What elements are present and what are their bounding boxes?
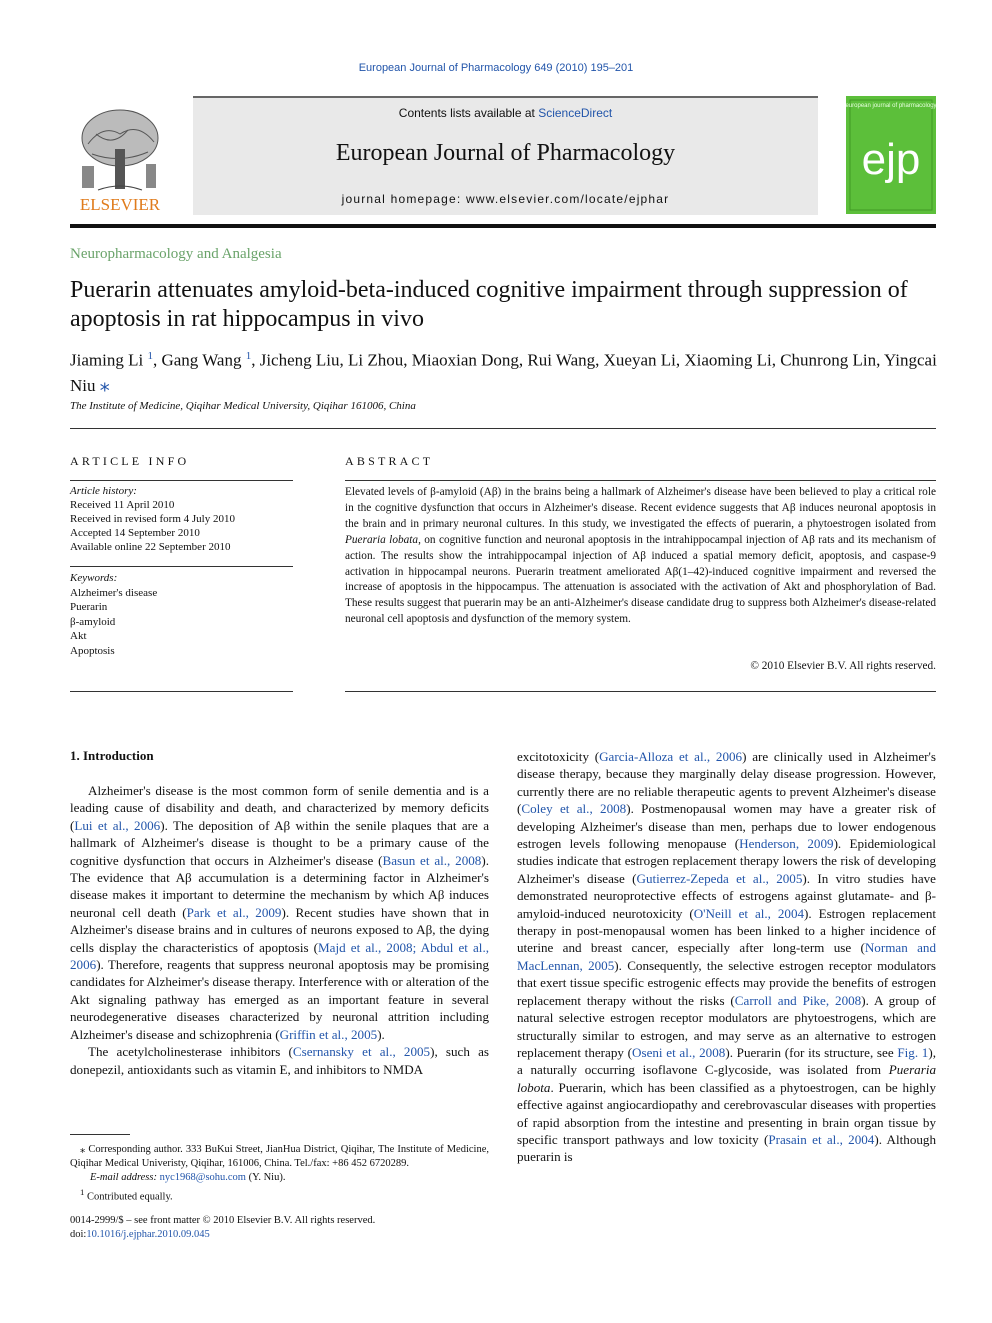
species-name: Pueraria lobota	[517, 1062, 936, 1095]
citation-link[interactable]: Csernansky et al., 2005	[292, 1044, 431, 1060]
text: ), such as donepezil, antioxidants such as vitamin E, and inhibitors to NMDA	[70, 1044, 489, 1077]
keyword: β-amyloid	[70, 615, 116, 628]
keywords	[70, 571, 293, 658]
email-link[interactable]: nyc1968@sohu.com	[159, 1172, 246, 1183]
abstract-part: Elevated levels of β-amyloid (Aβ) in the brains being a hallmark of Alzheimer's disease have been believed to play a critical role in the cognitive dysfunction that occurs in Alzheimer's disease. Recent evidence suggests that Aβ induces neuronal apoptosis in the brain and in primary neuronal cultures. In this study, we investigated the effects of puerarin, a phytoestrogen isolated from	[345, 486, 936, 530]
divider	[345, 691, 936, 692]
article-info-heading: ARTICLE INFO	[70, 454, 190, 468]
text: . Puerarin, which has been classified as a phytoestrogen, can be highly effective against angiocardiopathy and cerebrovascular diseases with properties of rapid absorption from the intestine and presenting in brain organ tissue by specific transport pathways and low toxicity (	[517, 1079, 936, 1147]
citation-link[interactable]: Park et al., 2009	[186, 904, 282, 920]
paragraph	[70, 782, 489, 1043]
citation-link[interactable]: Prasain et al., 2004	[768, 1131, 875, 1147]
ejp-cover-icon	[846, 96, 936, 214]
abstract-part: , on cognitive function and neuronal apoptosis in the intrahippocampal injection of Aβ rats and its mechanism of action. The results show the intrahippocampal injection of Aβ induced a spatial memory deficit, apoptosis, and caspase-9 activation in hippocampal neurons. Puerarin treatment ameliorated Aβ(1–42)-induced cognitive impairment and reversed the increase of apoptosis in the hippocampus. The attenuation is associated with the activation of Akt and phosphorylation of Bad. These results suggest that puerarin may be an anti-Alzheimer's disease candidate drug to suppress both Alzheimer's disease-related neuronal cell apoptosis and dysfunction of the memory system.	[345, 533, 936, 626]
history-item: Received 11 April 2010	[70, 499, 175, 511]
abstract-heading: ABSTRACT	[345, 454, 434, 468]
contents-prefix: Contents lists available at	[398, 106, 539, 120]
affiliation: The Institute of Medicine, Qiqihar Medical University, Qiqihar 161006, China	[70, 400, 416, 412]
keyword: Akt	[70, 630, 87, 642]
text: ). Epidemiological studies indicate that estrogen replacement therapy lowers the risk of developing Alzheimer's disease (	[517, 836, 936, 886]
text: excitotoxicity (	[517, 749, 600, 764]
journal-header-band	[193, 96, 818, 215]
section-label: Neuropharmacology and Analgesia	[70, 246, 282, 262]
text: ). Recent studies have shown that in Alzheimer's disease brains and in cultures of neurons exposed to Aβ, the dying cells display the characteristics of apoptosis (	[70, 904, 489, 955]
article-history	[70, 484, 293, 554]
citation-link[interactable]: Carroll and Pike, 2008	[734, 992, 862, 1008]
text: ). Although puerarin is	[517, 1131, 937, 1165]
doi-label: doi:	[70, 1229, 87, 1240]
journal-title: European Journal of Pharmacology	[335, 140, 676, 166]
author-footnote-mark[interactable]: 1	[147, 350, 153, 362]
footnote-mark: 1	[80, 1187, 85, 1197]
keyword: Apoptosis	[70, 644, 115, 657]
body-column-right	[517, 748, 936, 1166]
front-matter	[70, 1214, 375, 1242]
citation-link[interactable]: Majd et al., 2008; Abdul et al., 2006	[70, 939, 489, 973]
text: ). Postmenopausal women may have a greater risk of developing Alzheimer's disease than men, perhaps due to lower endogenous estrogen levels following menopause (	[517, 801, 936, 852]
citation-link[interactable]: Griffin et al., 2005	[279, 1026, 378, 1042]
citation-link[interactable]: Henderson, 2009	[739, 836, 834, 852]
cover-ejp-text: ejp	[861, 135, 921, 184]
footnote-mark: ⁎	[80, 1144, 86, 1155]
author-name: Jiaming Li	[70, 350, 144, 370]
abstract-copyright: © 2010 Elsevier B.V. All rights reserved.	[750, 660, 936, 672]
divider	[70, 566, 293, 567]
history-item: Received in revised form 4 July 2010	[70, 513, 235, 525]
citation-link[interactable]: O'Neill et al., 2004	[693, 905, 805, 921]
introduction-heading: 1. Introduction	[70, 748, 154, 763]
author-names: , Jicheng Liu, Li Zhou, Miaoxian Dong, Rui Wang, Xueyan Li, Xiaoming Li, Chunrong Lin, Yingcai Niu	[70, 350, 937, 395]
citation-link[interactable]: Lui et al., 2006	[74, 817, 161, 833]
text: ). Consequently, the selective estrogen receptor modulators that exert tissue specific estrogenic effects may provide the benefits of estrogen replacement therapy without the risks (	[517, 957, 937, 1008]
footnotes	[70, 1143, 489, 1205]
text: ). The evidence that Aβ accumulation is a determining factor in Alzheimer's disease makes it important to determine the mechanism by which Aβ induces neuronal cell death (	[70, 852, 489, 920]
email-footnote	[70, 1171, 489, 1185]
text: ).	[377, 1026, 385, 1042]
text: ) are clinically used in Alzheimer's disease therapy, because they marginally delay disease progression. However, currently there are no reliable therapeutic agents to prevent Alzheimer's disease (	[517, 749, 936, 817]
keyword: Puerarin	[70, 601, 108, 613]
article-title: Puerarin attenuates amyloid-beta-induced cognitive impairment through suppression of apoptosis in rat hippocampus in vivo	[70, 277, 908, 332]
abstract-text	[345, 485, 936, 628]
author-footnote-mark[interactable]: 1	[245, 350, 252, 362]
text: ). A group of natural selective estrogen receptor modulators are phytoestrogens, which are structurally similar to estrogen, and may serve as an alternative to estrogen replacement therapy (	[517, 992, 936, 1060]
elsevier-wordmark: ELSEVIER	[79, 195, 161, 214]
elsevier-logo	[68, 104, 172, 214]
email-suffix: (Y. Niu).	[245, 1172, 286, 1183]
footnote-text: Corresponding author. 333 BuKui Street, JianHua District, Qiqihar, The Institute of Medicine, Qiqihar Medical Univeristy, Qiqihar, 161006, China. Tel./fax: +86 452 6720289.	[70, 1144, 490, 1169]
text: ). The deposition of Aβ within the senile plaques that are a hallmark of Alzheimer's disease is thought to be a primary cause of the cognitive dysfunction that occurs in Alzheimer's disease (	[70, 817, 490, 868]
issn-line: 0014-2999/$ – see front matter © 2010 Elsevier B.V. All rights reserved.	[70, 1215, 376, 1226]
cover-subtitle: european journal of pharmacology	[846, 103, 936, 109]
citation-link[interactable]: Basun et al., 2008	[382, 852, 482, 868]
corresponding-author-mark[interactable]: ⁎	[99, 373, 110, 396]
abstract-species: Pueraria lobata	[345, 533, 419, 546]
footnote-text: Contributed equally.	[87, 1191, 173, 1203]
divider	[70, 691, 293, 692]
text: ), a naturally occurring isoflavone C-glycoside, was isolated from	[517, 1044, 936, 1078]
sciencedirect-link[interactable]: ScienceDirect	[538, 106, 613, 120]
keyword: Alzheimer's disease	[70, 586, 158, 599]
contrib-footnote	[70, 1185, 489, 1205]
journal-cover	[846, 96, 936, 214]
corresponding-footnote	[70, 1143, 489, 1171]
journal-homepage[interactable]: journal homepage: www.elsevier.com/locate/ejphar	[341, 192, 670, 206]
divider	[345, 480, 936, 481]
citation-link[interactable]: Oseni et al., 2008	[632, 1044, 726, 1060]
doi-line	[70, 1228, 375, 1242]
text: ). Puerarin (for its structure, see	[725, 1044, 898, 1060]
doi-link[interactable]: 10.1016/j.ejphar.2010.09.045	[86, 1229, 210, 1240]
body-column-left	[70, 782, 489, 1078]
divider	[70, 480, 293, 481]
paragraph	[517, 748, 936, 1166]
citation-link[interactable]: Coley et al., 2008	[521, 801, 627, 817]
email-label: E-mail address:	[90, 1172, 157, 1183]
footnote-divider	[70, 1134, 130, 1135]
text: Alzheimer's disease is the most common form of senile dementia and is a leading cause of disability and death, and characterized by memory deficits (	[70, 783, 489, 833]
citation-link[interactable]: Garcia-Alloza et al., 2006	[599, 749, 743, 764]
history-item: Accepted 14 September 2010	[70, 527, 200, 539]
history-label: Article history:	[70, 485, 137, 497]
journal-citation[interactable]: European Journal of Pharmacology 649 (2010) 195–201	[358, 62, 634, 74]
author-list	[70, 344, 940, 398]
text: The acetylcholinesterase inhibitors (	[88, 1044, 293, 1060]
text: ). Therefore, reagents that suppress neuronal apoptosis may be promising candidates for Alzheimer's disease therapy. Interference with or alteration of the Akt signaling pathway has emerged as an important feature in several neurodegenerative diseases characterized by neuronal attrition including Alzheimer's disease and schizophrenia (	[70, 957, 489, 1042]
divider	[70, 428, 936, 429]
figure-link[interactable]: Fig. 1	[897, 1044, 929, 1060]
elsevier-tree-icon	[68, 104, 172, 214]
citation-link[interactable]: Norman and MacLennan, 2005	[517, 940, 936, 973]
header-divider	[70, 224, 936, 228]
author-name: , Gang Wang	[152, 350, 242, 370]
paragraph	[70, 1043, 489, 1078]
contents-line	[193, 106, 818, 120]
text: ). Estrogen replacement therapy in post-menopausal women has been linked to a higher incidence of uterine and breast cancer, especially after long-term use (	[517, 905, 936, 956]
citation-link[interactable]: Gutierrez-Zepeda et al., 2005	[636, 870, 803, 886]
text: ). In vitro studies have demonstrated neuroprotective effects of estrogens against glutamate- and β-amyloid-induced neurotoxicity (	[517, 870, 936, 921]
keywords-label: Keywords:	[70, 572, 118, 584]
history-item: Available online 22 September 2010	[70, 541, 231, 553]
